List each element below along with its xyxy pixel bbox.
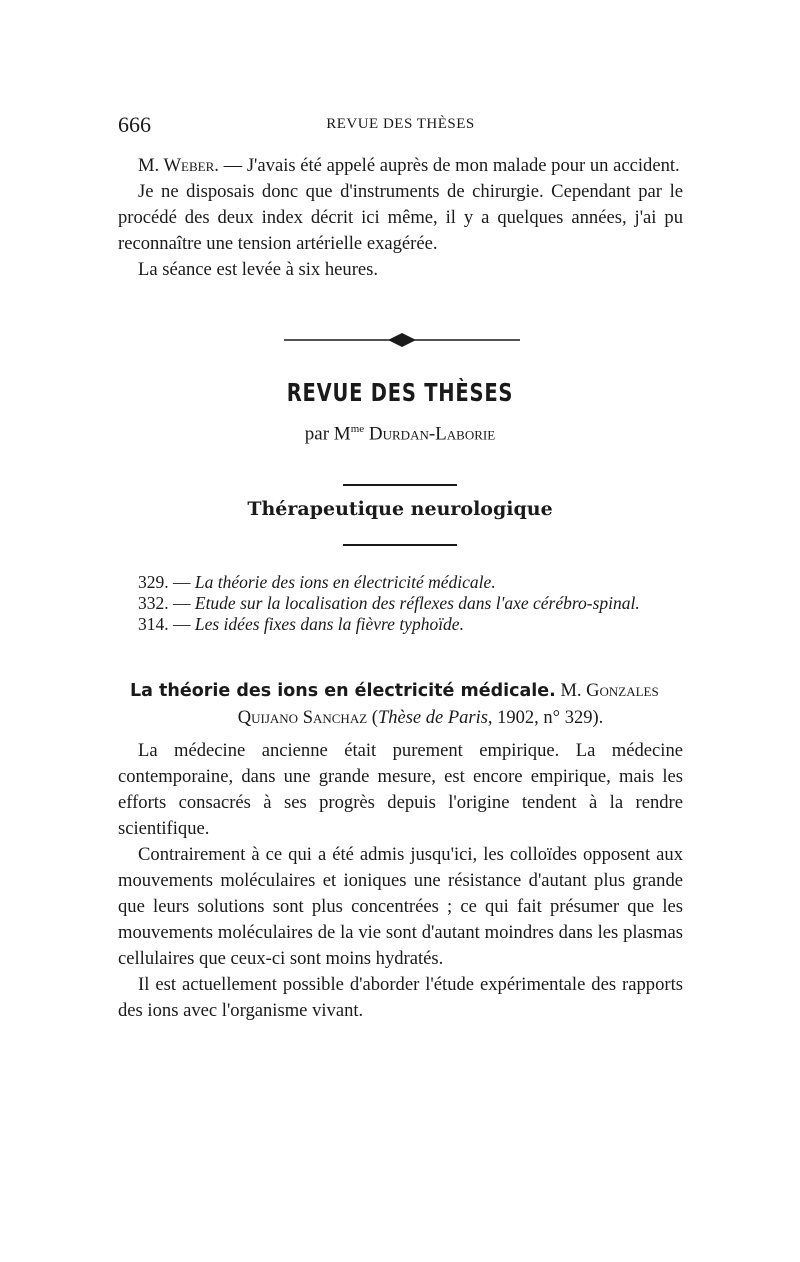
author-name: Gonzales	[586, 681, 659, 701]
paragraph: Contrairement à ce qui a été admis jusqu'ici, les colloïdes opposent aux mouvements moléculaires et ioniques une résistance d'autant plus grande que leurs solutions sont plus concentrées ; ce qui fait présumer que les mouvements moléculaires de la vie sont d'autant moindres dans les plasmas cellulaires que ceux-ci sont moins hydratés.	[118, 844, 683, 969]
paragraph: La médecine ancienne était purement empirique. La médecine contemporaine, dans une grande mesure, est encore empirique, mais les efforts consacrés à ses progrès depuis l'origine tendent à la rendre scientifique.	[118, 740, 683, 839]
reference-list	[138, 572, 683, 635]
reference-title: La théorie des ions en électricité médicale.	[194, 572, 496, 592]
byline	[0, 423, 800, 445]
article-heading	[118, 678, 683, 732]
byline-author: Durdan-Laborie	[368, 423, 496, 445]
section-title: REVUE DES THÈSES	[286, 378, 514, 407]
speaker-name: M. Weber.	[138, 155, 219, 176]
article-heading-line: Quijano Sanchaz (Thèse de Paris, 1902, n° 329).	[237, 708, 604, 728]
paragraph: La séance est levée à six heures.	[138, 259, 379, 280]
reference-title: Les idées fixes dans la fièvre typhoïde.	[194, 614, 464, 634]
speaker-text: — J'avais été appelé auprès de mon malade pour un accident.	[218, 155, 680, 176]
reference-number: 314.	[138, 614, 169, 634]
source-title: Thèse de Paris	[377, 708, 488, 728]
paragraph	[118, 153, 683, 179]
list-item: 314. — Les idées fixes dans la fièvre typhoïde.	[138, 614, 464, 634]
article-title: La théorie des ions en électricité médicale.	[130, 681, 556, 701]
reference-title: Etude sur la localisation des réflexes dans l'axe cérébro-spinal.	[194, 593, 640, 613]
divider-rule	[343, 544, 457, 546]
reference-number: 332.	[138, 593, 169, 613]
section-ornament	[284, 330, 520, 350]
discussion-text	[118, 153, 683, 283]
article-heading-line	[118, 678, 683, 705]
paragraph: Il est actuellement possible d'aborder l'étude expérimentale des rapports des ions avec l'organisme vivant.	[118, 974, 683, 1021]
running-head	[118, 112, 683, 142]
author-name: Quijano Sanchaz	[237, 708, 368, 728]
subsection-title: Thérapeutique neurologique	[247, 498, 553, 520]
reference-number: 329.	[138, 572, 169, 592]
running-title: REVUE DES THÈSES	[326, 116, 475, 132]
byline-sup: me	[350, 423, 365, 435]
page-number: 666	[118, 112, 151, 137]
list-item: 329. — La théorie des ions en électricité médicale.	[138, 572, 496, 592]
list-item: 332. — Etude sur la localisation des réflexes dans l'axe cérébro-spinal.	[138, 593, 640, 613]
author-prefix: M.	[560, 681, 582, 701]
article-body	[118, 738, 683, 1024]
divider-rule	[343, 484, 457, 486]
paragraph: Je ne disposais donc que d'instruments de chirurgie. Cependant par le procédé des deux index décrit ici même, il y a quelques années, j'ai pu reconnaître une tension artérielle exagérée.	[118, 181, 683, 254]
source-details: , 1902, n° 329).	[487, 708, 604, 728]
byline-prefix: par M	[304, 423, 351, 445]
